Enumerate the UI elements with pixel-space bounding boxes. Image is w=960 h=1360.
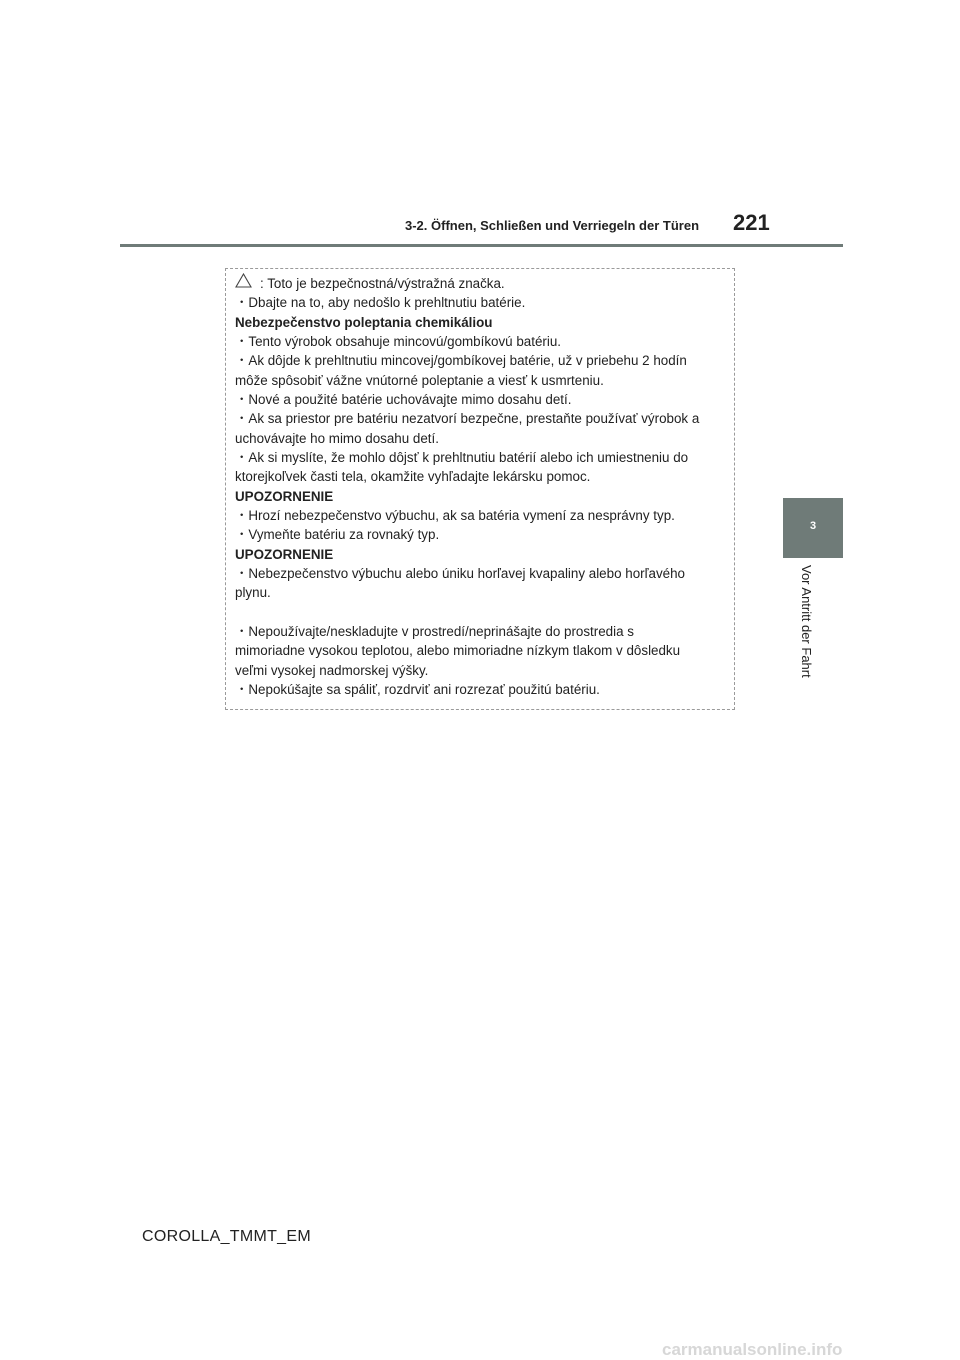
warning-line: ・Ak sa priestor pre batériu nezatvorí bezpečne, prestaňte používať výrobok a: [235, 411, 700, 426]
warning-line: ・Ak dôjde k prehltnutiu mincovej/gombíkovej batérie, už v priebehu 2 hodín: [235, 353, 687, 368]
watermark: carmanualsonline.info: [662, 1340, 843, 1359]
chapter-number: 3: [809, 520, 817, 532]
warning-line: ・Nepoužívajte/neskladujte v prostredí/neprinášajte do prostredia s: [235, 624, 634, 639]
warning-line: ・Tento výrobok obsahuje mincovú/gombíkovú batériu.: [235, 334, 562, 349]
warning-heading: UPOZORNENIE: [235, 489, 334, 504]
header-rule: [120, 244, 843, 247]
warning-line: ktorejkoľvek časti tela, okamžite vyhľadajte lekársku pomoc.: [235, 469, 591, 484]
chapter-tab: [783, 498, 843, 558]
section-title: 3-2. Öffnen, Schließen und Verriegeln der Türen: [405, 218, 700, 233]
warning-heading: Nebezpečenstvo poleptania chemikáliou: [235, 315, 493, 330]
warning-line: ・Dbajte na to, aby nedošlo k prehltnutiu batérie.: [235, 295, 526, 310]
warning-line: plynu.: [235, 585, 271, 600]
warning-line: veľmi vysokej nadmorskej výšky.: [235, 663, 429, 678]
warning-box: [225, 268, 735, 710]
warning-line: môže spôsobiť vážne vnútorné poleptanie a viesť k usmrteniu.: [235, 373, 604, 388]
warning-heading: UPOZORNENIE: [235, 547, 334, 562]
page-number: 221: [733, 210, 770, 235]
warning-line: ・Hrozí nebezpečenstvo výbuchu, ak sa batéria vymení za nesprávny typ.: [235, 508, 675, 523]
chapter-label: Vor Antritt der Fahrt: [799, 565, 814, 678]
warning-line: uchovávajte ho mimo dosahu detí.: [235, 431, 439, 446]
warning-line: : Toto je bezpečnostná/výstražná značka.: [260, 276, 505, 291]
warning-line: ・Vymeňte batériu za rovnaký typ.: [235, 527, 440, 542]
warning-line: ・Nebezpečenstvo výbuchu alebo úniku horľavej kvapaliny alebo horľavého: [235, 566, 685, 581]
warning-line: ・Nepokúšajte sa spáliť, rozdrviť ani rozrezať použitú batériu.: [235, 682, 600, 697]
warning-line: mimoriadne vysokou teplotou, alebo mimoriadne nízkym tlakom v dôsledku: [235, 643, 681, 658]
document-code: COROLLA_TMMT_EM: [142, 1228, 311, 1245]
warning-triangle-icon: [235, 273, 252, 288]
warning-line: ・Nové a použité batérie uchovávajte mimo dosahu detí.: [235, 392, 572, 407]
warning-line: ・Ak si myslíte, že mohlo dôjsť k prehltnutiu batérií alebo ich umiestneniu do: [235, 450, 689, 465]
